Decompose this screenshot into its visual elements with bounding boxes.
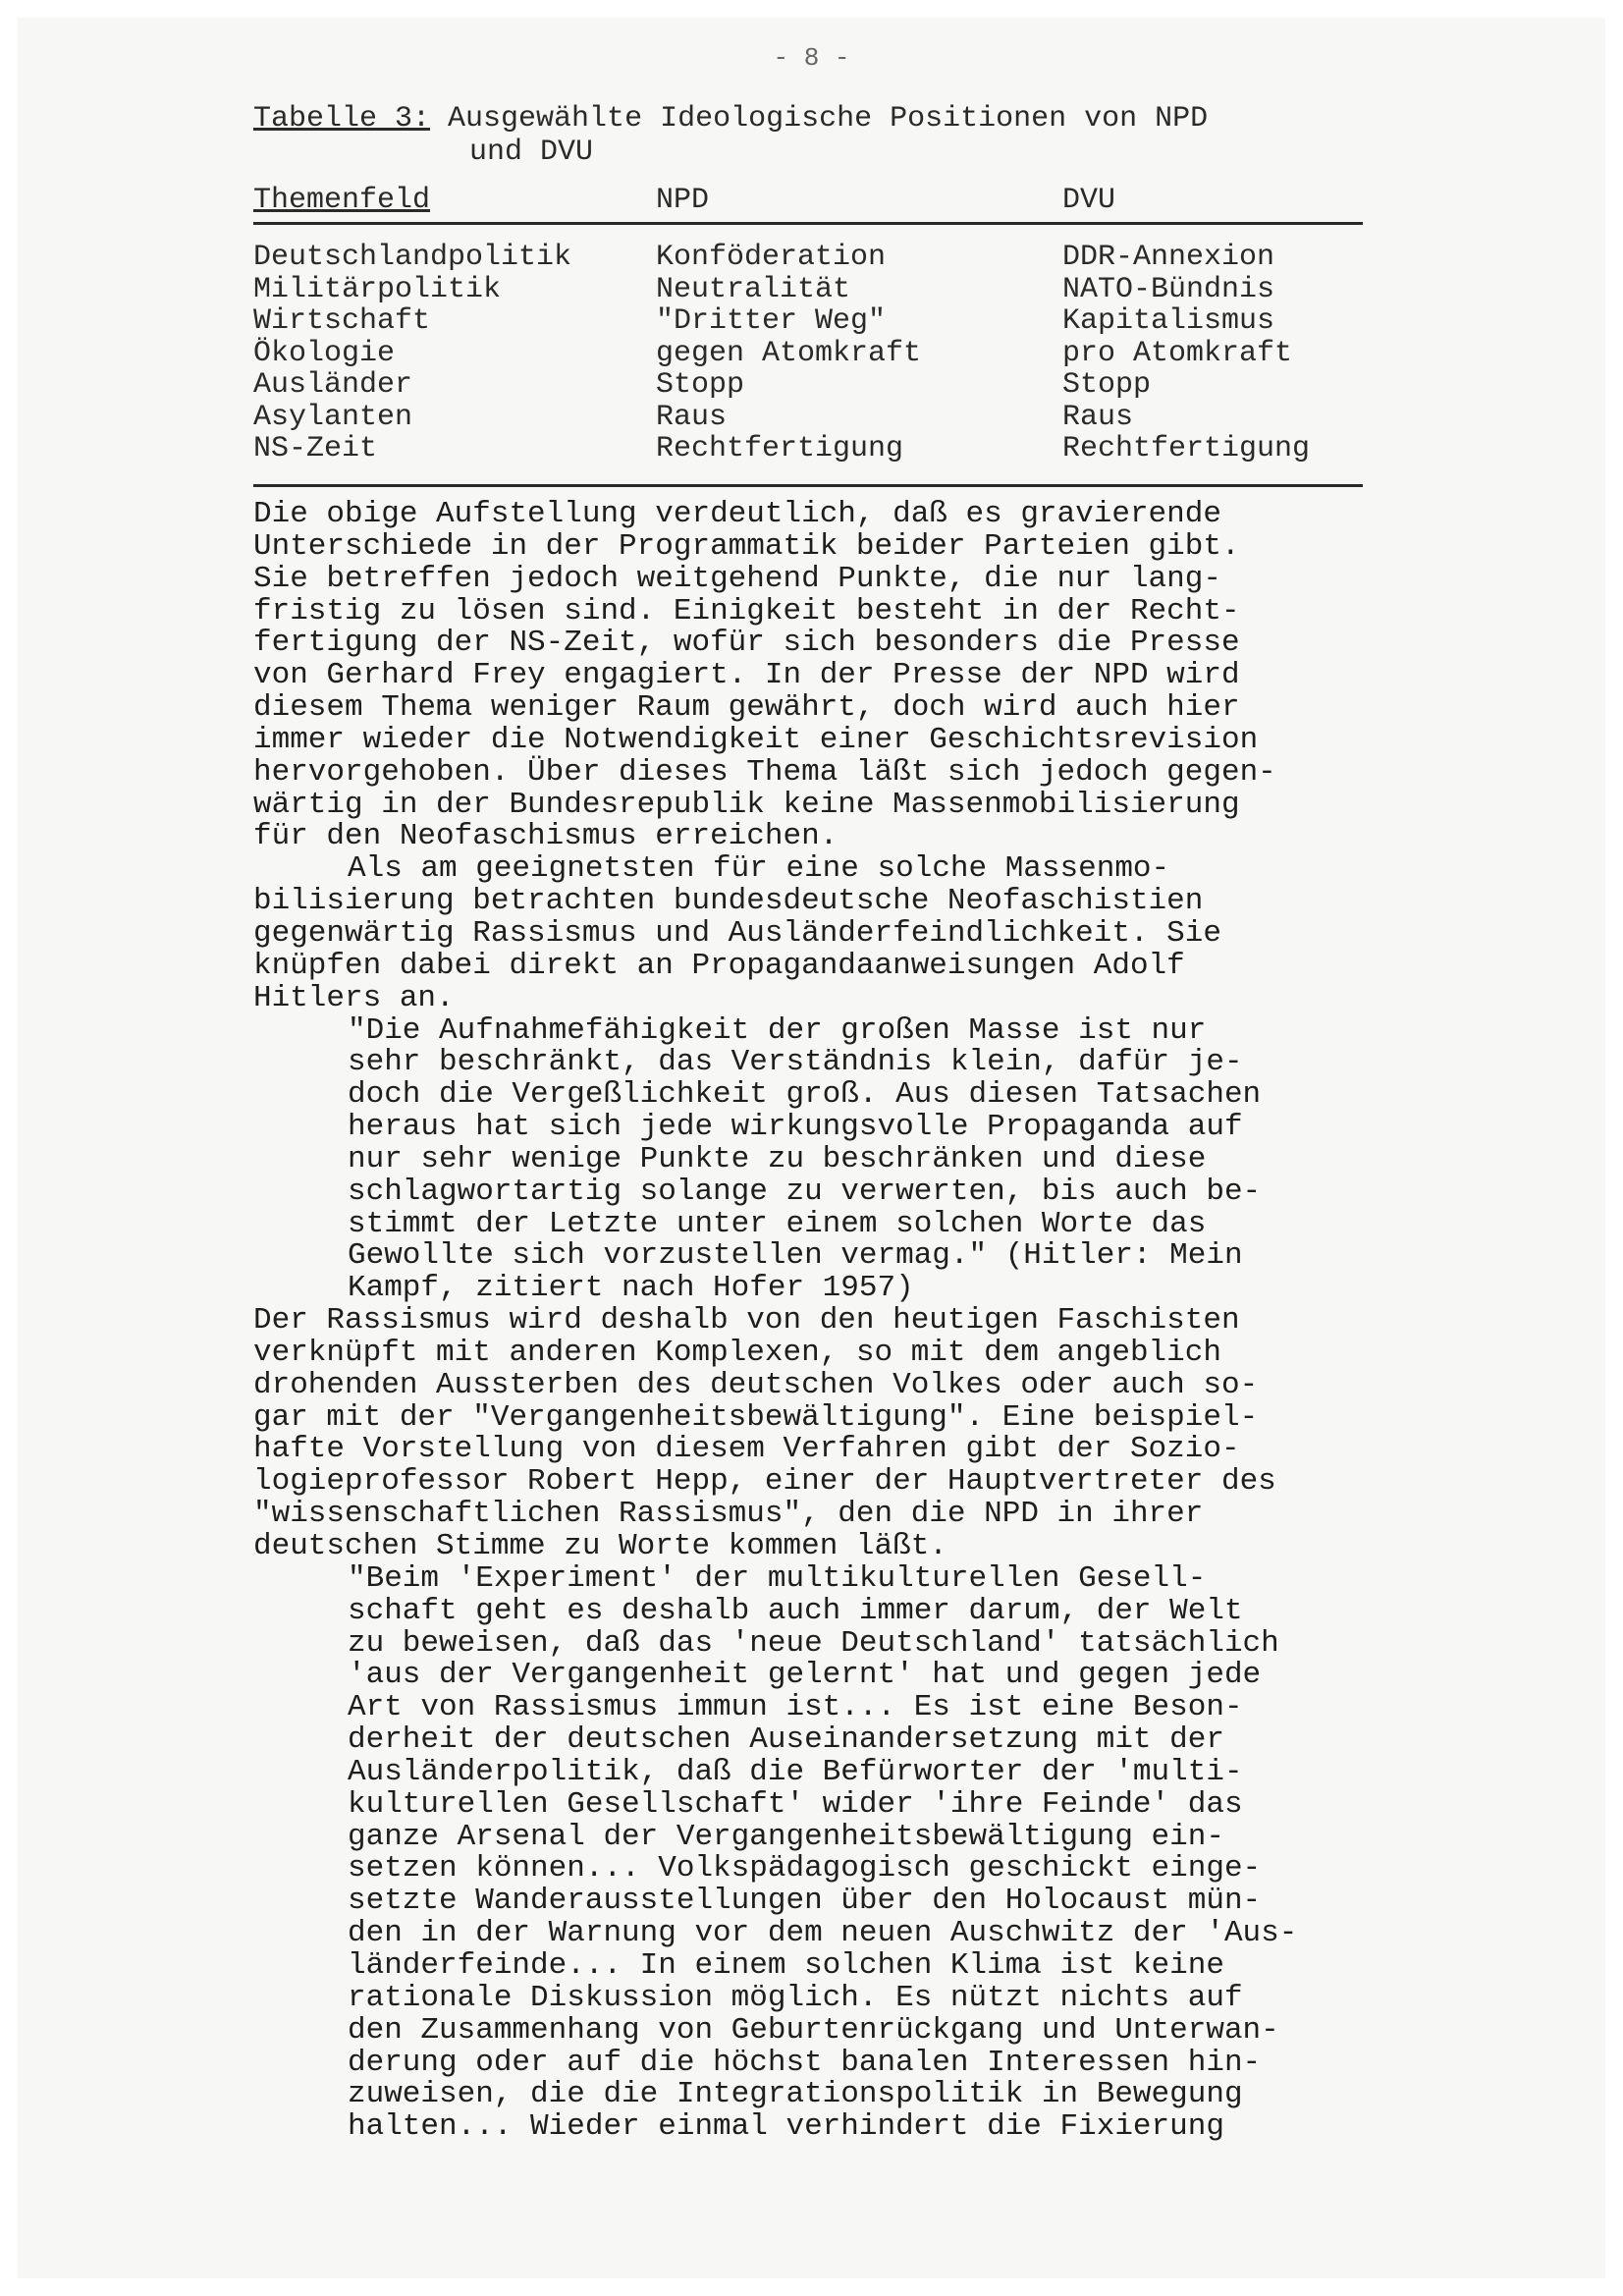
text-line: fristig zu lösen sind. Einigkeit besteht in der Recht- [253,593,1240,629]
text-line: nur sehr wenige Punkte zu beschränken und diese [348,1141,1207,1176]
table-cell: Rechtfertigung [1062,432,1311,465]
text-line: immer wieder die Notwendigkeit einer Geschichtsrevision [253,722,1259,757]
table-column-dvu [1062,242,1310,465]
text-line: von Gerhard Frey engagiert. In der Presse der NPD wird [253,658,1240,693]
table-cell: Rechtfertigung [656,432,904,465]
text-line: 'aus der Vergangenheit gelernt' hat und gegen jede [348,1658,1262,1693]
text-line: diesem Thema weniger Raum gewährt, doch wird auch hier [253,690,1240,726]
text-line: Ausländerpolitik, daß die Befürworter der 'multi- [348,1754,1243,1789]
page-number: - 8 - [773,43,850,73]
text-line: zuweisen, die die Integrationspolitik in Bewegung [348,2077,1243,2112]
text-line: den in der Warnung vor dem neuen Auschwitz der 'Aus- [348,1916,1298,1951]
table-cell: Ausländer [253,368,413,402]
table-cell: Wirtschaft [253,304,431,338]
text-line: derung oder auf die höchst banalen Interessen hin- [348,2045,1262,2080]
text-line: hervorgehoben. Über dieses Thema läßt sich jedoch gegen- [253,754,1276,790]
table-cell: DDR-Annexion [1062,241,1275,274]
text-line: für den Neofaschismus erreichen. [253,819,839,854]
text-line: gar mit der "Vergangenheitsbewältigung". Eine beispiel- [253,1399,1259,1435]
table-cell: pro Atomkraft [1062,336,1293,370]
text-line: stimmt der Letzte unter einem solchen Worte das [348,1206,1207,1241]
text-line: Kampf, zitiert nach Hofer 1957) [348,1271,914,1306]
text-line: sehr beschränkt, das Verständnis klein, dafür je- [348,1045,1243,1080]
table-caption-title-1: Ausgewählte Ideologische Positionen von NPD [430,102,1209,136]
text-line: kulturellen Gesellschaft' wider 'ihre Feinde' das [348,1786,1243,1822]
text-line: schaft geht es deshalb auch immer darum, der Welt [348,1593,1243,1628]
text-line: "wissenschaftlichen Rassismus", den die NPD in ihrer [253,1497,1204,1532]
text-line: bilisierung betrachten bundesdeutsche Neofaschistien [253,884,1204,919]
table-header-themenfeld: Themenfeld [253,184,431,217]
text-line: den Zusammenhang von Geburtenrückgang und Unterwan- [348,2012,1279,2048]
table-cell: Asylanten [253,400,413,434]
text-line: länderfeinde... In einem solchen Klima ist keine [348,1947,1224,1983]
table-cell: Deutschlandpolitik [253,241,572,274]
text-line: Der Rassismus wird deshalb von den heutigen Faschisten [253,1303,1240,1339]
body-text [253,499,1297,2144]
text-line: "Die Aufnahmefähigkeit der großen Masse ist nur [348,1012,1207,1048]
text-line: heraus hat sich jede wirkungsvolle Propaganda auf [348,1110,1243,1145]
text-line: fertigung der NS-Zeit, wofür sich besonders die Presse [253,626,1240,661]
text-line: drohenden Aussterben des deutschen Volkes oder auch so- [253,1367,1259,1402]
text-line: Die obige Aufstellung verdeutlich, daß es gravierende [253,497,1221,531]
table-cell: Stopp [656,368,745,402]
text-line: "Beim 'Experiment' der multikulturellen Gesell- [348,1560,1207,1596]
text-line: setzte Wanderausstellungen über den Holocaust mün- [348,1884,1262,1919]
text-line: knüpfen dabei direkt an Propagandaanweisungen Adolf [253,948,1185,983]
table-caption-title-2: und DVU [469,136,594,169]
text-line: ganze Arsenal der Vergangenheitsbewältigung ein- [348,1819,1224,1854]
table-cell: Konföderation [656,241,887,274]
table-cell: Stopp [1062,368,1152,402]
table-header-npd: NPD [656,184,710,217]
table-cell: Raus [656,400,728,434]
text-line: setzen können... Volkspädagogisch geschickt einge- [348,1851,1262,1886]
table-cell: Kapitalismus [1062,304,1275,338]
table-cell: NS-Zeit [253,432,378,465]
text-line: rationale Diskussion möglich. Es nützt nichts auf [348,1980,1243,2015]
table-cell: Ökologie [253,336,396,370]
text-line: wärtig in der Bundesrepublik keine Massenmobilisierung [253,787,1240,822]
text-line: deutschen Stimme zu Worte kommen läßt. [253,1529,947,1563]
text-line: Gewollte sich vorzustellen vermag." (Hitler: Mein [348,1238,1243,1274]
text-line: zu beweisen, daß das 'neue Deutschland' tatsächlich [348,1625,1279,1661]
table-bottom-rule [253,484,1363,487]
text-line: verknüpft mit anderen Komplexen, so mit dem angeblich [253,1335,1221,1370]
text-line: Unterschiede in der Programmatik beider Parteien gibt. [253,528,1240,564]
table-column-themenfeld [253,242,571,465]
text-line: derheit der deutschen Auseinandersetzung mit der [348,1722,1224,1758]
text-line: gegenwärtig Rassismus und Ausländerfeindlichkeit. Sie [253,915,1221,951]
table-cell: gegen Atomkraft [656,336,922,370]
text-line: logieprofessor Robert Hepp, einer der Hauptvertreter des [253,1464,1276,1500]
table-caption [253,102,1208,169]
text-line: halten... Wieder einmal verhindert die Fixierung [348,2109,1224,2145]
table-cell: "Dritter Weg" [656,304,887,338]
table-header-dvu: DVU [1062,184,1116,217]
text-line: Als am geeignetsten für eine solche Massenmo- [348,851,1170,887]
table-caption-label: Tabelle 3: [253,102,431,136]
table-cell: Neutralität [656,272,851,306]
text-line: doch die Vergeßlichkeit groß. Aus diesen Tatsachen [348,1077,1262,1113]
table-cell: Militärpolitik [253,272,502,306]
table-header-rule [253,222,1363,225]
text-line: Hitlers an. [253,980,455,1015]
table-cell: NATO-Bündnis [1062,272,1275,306]
text-line: Art von Rassismus immun ist... Es ist eine Beson- [348,1690,1243,1725]
table-column-npd [656,242,921,465]
text-line: hafte Vorstellung von diesem Verfahren gibt der Sozio- [253,1432,1240,1467]
table-cell: Raus [1062,400,1134,434]
text-line: schlagwortartig solange zu verwerten, bis auch be- [348,1174,1262,1209]
text-line: Sie betreffen jedoch weitgehend Punkte, die nur lang- [253,561,1221,596]
